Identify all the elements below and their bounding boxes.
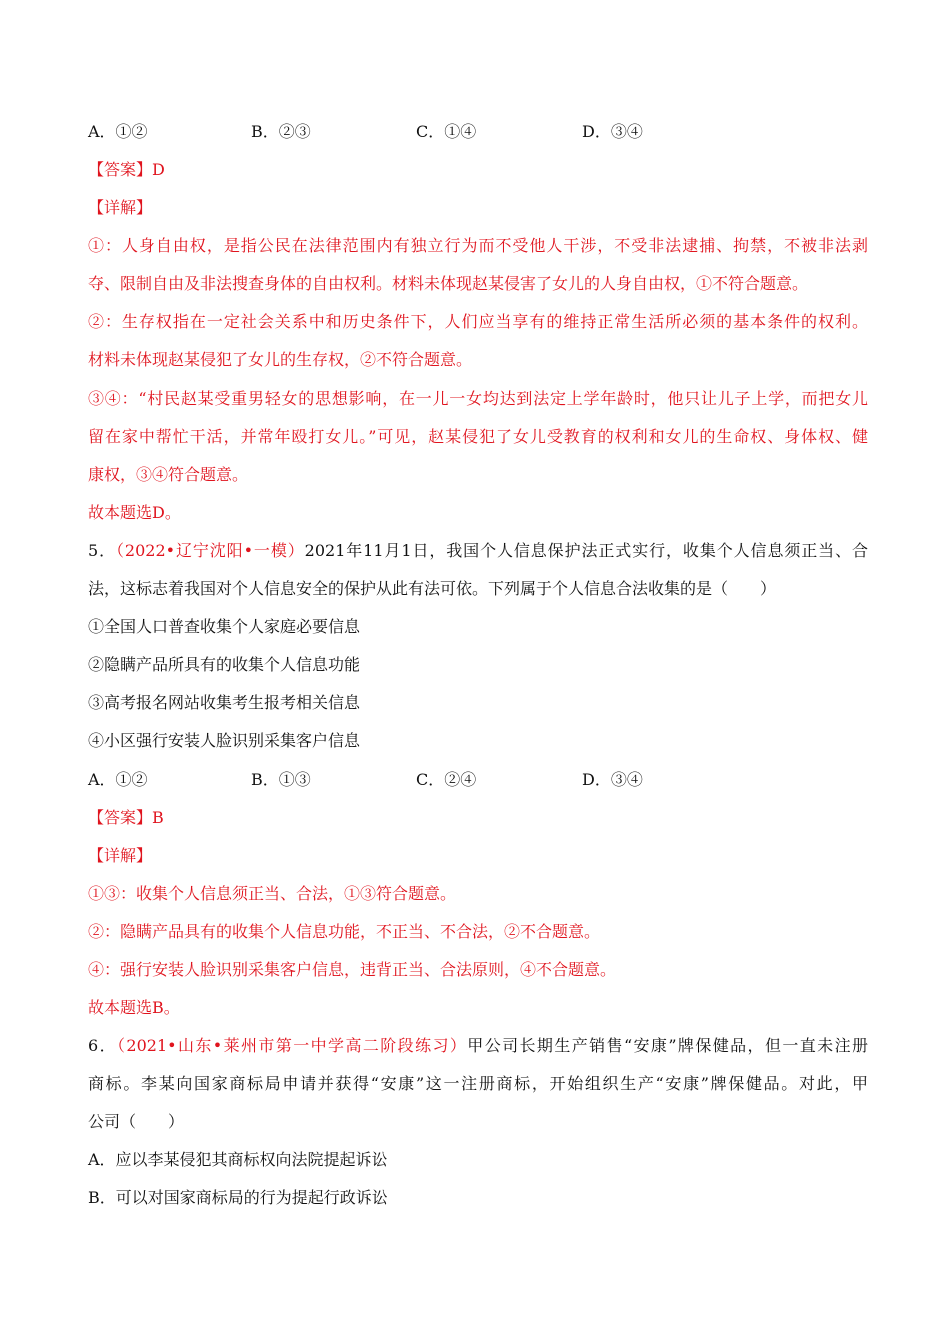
answer-value: B [152, 808, 164, 827]
q4-explanation-line: ①：人身自由权，是指公民在法律范围内有独立行为而不受他人干涉，不受非法逮捕、拘禁，不被非法剥 [88, 236, 868, 255]
answer-value: D [152, 160, 165, 179]
q5-answer [88, 808, 868, 828]
question-source: （2021•山东•莱州市第一中学高二阶段练习） [117, 1036, 468, 1055]
q5-stem [88, 541, 868, 561]
answer-tag: 【答案】 [88, 808, 153, 827]
question-stem-text: 2021年11月1日，我国个人信息保护法正式实行，收集个人信息须正当、合 [304, 541, 868, 560]
question-number: 5． [88, 541, 116, 560]
question-number: 6． [88, 1036, 117, 1055]
q6-stem [88, 1036, 868, 1056]
q4-explanation-line: ③④：“村民赵某受重男轻女的思想影响，在一儿一女均达到法定上学年龄时，他只让儿子上学，而把女儿 [88, 389, 868, 408]
q5-explanation-line: ④：强行安装人脸识别采集客户信息，违背正当、合法原则，④不合题意。 [88, 960, 617, 979]
q4-explanation-line: 康权，③④符合题意。 [88, 465, 249, 484]
q5-conclusion: 故本题选B。 [88, 998, 180, 1017]
q5-option-c: C．②④ [416, 770, 477, 789]
q4-explanation-line: 材料未体现赵某侵犯了女儿的生存权，②不符合题意。 [88, 350, 473, 369]
q4-answer [88, 160, 868, 180]
q4-option-b: B．②③ [251, 122, 311, 141]
question-stem-text: 甲公司长期生产销售“安康”牌保健品，但一直未注册 [467, 1036, 868, 1055]
q4-explanation-line: 夺、限制自由及非法搜查身体的自由权利。材料未体现赵某侵害了女儿的人身自由权，①不符合题意。 [88, 274, 809, 293]
q6-option-b: B．可以对国家商标局的行为提起行政诉讼 [88, 1188, 388, 1207]
q4-explanation-line: ②：生存权指在一定社会关系中和历史条件下，人们应当享有的维持正常生活所必须的基本条件的权利。 [88, 312, 868, 331]
q4-option-c: C．①④ [416, 122, 477, 141]
q4-conclusion: 故本题选D。 [88, 503, 181, 522]
q5-detail-tag: 【详解】 [88, 846, 153, 865]
q6-option-a: A．应以李某侵犯其商标权向法院提起诉讼 [88, 1150, 388, 1169]
q5-stem-continued: 法，这标志着我国对个人信息安全的保护从此有法可依。下列属于个人信息合法收集的是（ ） [88, 579, 777, 598]
q4-explanation-line: 留在家中帮忙干活，并常年殴打女儿。”可见，赵某侵犯了女儿受教育的权利和女儿的生命权、身体权、健 [88, 427, 868, 446]
q6-stem-continued: 商标。李某向国家商标局申请并获得“安康”这一注册商标，开始组织生产“安康”牌保健品。对此，甲 [88, 1074, 868, 1093]
q5-explanation-line: ②：隐瞒产品具有的收集个人信息功能，不正当、不合法，②不合题意。 [88, 922, 601, 941]
answer-tag: 【答案】 [88, 160, 153, 179]
q6-stem-continued: 公司（ ） [88, 1112, 185, 1131]
question-source: （2022•辽宁沈阳•一模） [116, 541, 305, 560]
q5-item: ③高考报名网站收集考生报考相关信息 [88, 693, 361, 712]
q4-detail-tag: 【详解】 [88, 198, 153, 217]
q5-item: ①全国人口普查收集个人家庭必要信息 [88, 617, 361, 636]
q5-option-b: B．①③ [251, 770, 311, 789]
q5-option-d: D．③④ [582, 770, 643, 789]
q5-item: ④小区强行安装人脸识别采集客户信息 [88, 731, 361, 750]
q4-option-d: D．③④ [582, 122, 643, 141]
q5-option-a: A．①② [88, 770, 148, 789]
q4-option-a: A．①② [88, 122, 148, 141]
q5-item: ②隐瞒产品所具有的收集个人信息功能 [88, 655, 361, 674]
q5-explanation-line: ①③：收集个人信息须正当、合法，①③符合题意。 [88, 884, 457, 903]
